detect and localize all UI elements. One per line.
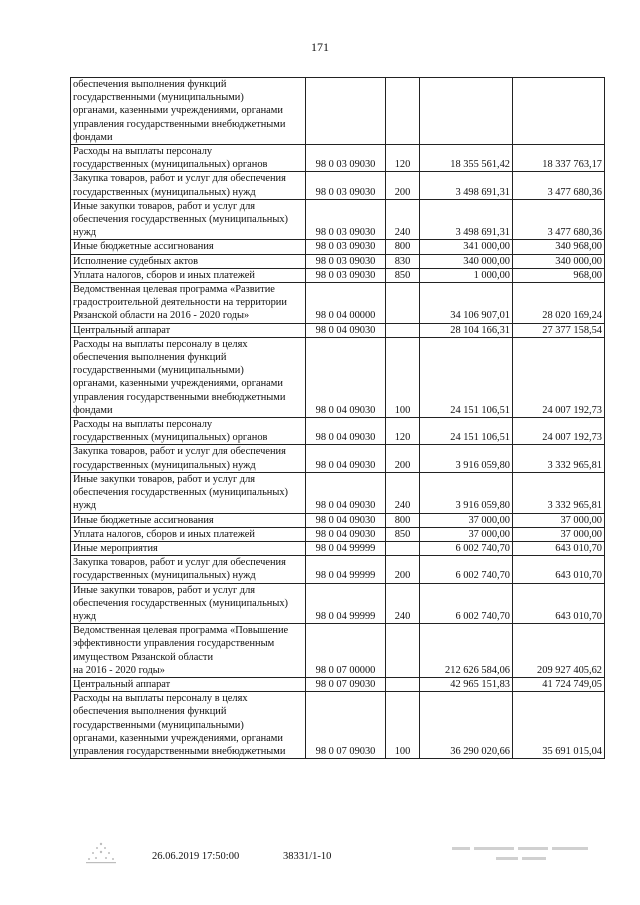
- row-target-code: 98 0 03 09030: [306, 240, 386, 254]
- faded-stamp-icon: [446, 844, 596, 866]
- row-target-code: 98 0 03 09030: [306, 172, 386, 199]
- row-amount-second: 340 968,00: [513, 240, 605, 254]
- row-amount-first: 3 498 691,31: [420, 172, 513, 199]
- row-amount-second: 643 010,70: [513, 541, 605, 555]
- row-amount-second: 41 724 749,05: [513, 677, 605, 691]
- row-expense-type: 200: [386, 172, 420, 199]
- row-amount-second: 643 010,70: [513, 583, 605, 624]
- row-amount-first: 37 000,00: [420, 513, 513, 527]
- budget-table: [70, 77, 605, 759]
- row-expense-type: [386, 624, 420, 678]
- row-target-code: 98 0 04 00000: [306, 283, 386, 324]
- page-number: 171: [311, 40, 329, 54]
- row-amount-second: 27 377 158,54: [513, 323, 605, 337]
- footer-doc-number: 38331/1-10: [283, 851, 332, 862]
- row-amount-first: 340 000,00: [420, 254, 513, 268]
- row-target-code: 98 0 03 09030: [306, 268, 386, 282]
- table-row: [71, 541, 605, 555]
- row-amount-first: 24 151 106,51: [420, 337, 513, 417]
- row-amount-second: 209 927 405,62: [513, 624, 605, 678]
- table-row: [71, 283, 605, 324]
- row-amount-second: 968,00: [513, 268, 605, 282]
- row-description: Иные закупки товаров, работ и услуг для обеспечения государственных (муниципальных) нужд: [71, 472, 306, 513]
- row-expense-type: 850: [386, 527, 420, 541]
- footer-date: 26.06.2019 17:50:00: [152, 851, 240, 862]
- row-expense-type: 800: [386, 513, 420, 527]
- row-amount-second: 24 007 192,73: [513, 418, 605, 445]
- row-target-code: 98 0 04 09030: [306, 513, 386, 527]
- row-amount-second: 643 010,70: [513, 556, 605, 583]
- row-target-code: 98 0 07 09030: [306, 692, 386, 759]
- table-row: [71, 583, 605, 624]
- row-description: Расходы на выплаты персоналу государственных (муниципальных) органов: [71, 145, 306, 172]
- row-expense-type: [386, 541, 420, 555]
- table-row: [71, 556, 605, 583]
- row-description: Закупка товаров, работ и услуг для обеспечения государственных (муниципальных) нужд: [71, 445, 306, 472]
- row-expense-type: 850: [386, 268, 420, 282]
- row-description: Иные мероприятия: [71, 541, 306, 555]
- row-description: Закупка товаров, работ и услуг для обеспечения государственных (муниципальных) нужд: [71, 172, 306, 199]
- row-description: Центральный аппарат: [71, 323, 306, 337]
- table-row: [71, 199, 605, 240]
- row-target-code: 98 0 04 99999: [306, 556, 386, 583]
- row-amount-first: 6 002 740,70: [420, 556, 513, 583]
- row-expense-type: 120: [386, 145, 420, 172]
- table-row: [71, 337, 605, 417]
- table-row: [71, 624, 605, 678]
- row-amount-first: 1 000,00: [420, 268, 513, 282]
- row-expense-type: [386, 323, 420, 337]
- table-row: [71, 78, 605, 145]
- table-row: [71, 323, 605, 337]
- row-target-code: 98 0 03 09030: [306, 145, 386, 172]
- row-amount-first: 37 000,00: [420, 527, 513, 541]
- row-expense-type: 240: [386, 472, 420, 513]
- row-expense-type: 200: [386, 556, 420, 583]
- row-expense-type: 240: [386, 583, 420, 624]
- row-amount-second: 340 000,00: [513, 254, 605, 268]
- row-target-code: 98 0 07 00000: [306, 624, 386, 678]
- row-amount-second: 3 332 965,81: [513, 472, 605, 513]
- row-target-code: 98 0 04 99999: [306, 541, 386, 555]
- table-row: [71, 254, 605, 268]
- row-amount-second: 3 332 965,81: [513, 445, 605, 472]
- row-expense-type: 800: [386, 240, 420, 254]
- row-description: Иные бюджетные ассигнования: [71, 240, 306, 254]
- row-amount-first: 36 290 020,66: [420, 692, 513, 759]
- row-amount-second: 18 337 763,17: [513, 145, 605, 172]
- table-row: [71, 172, 605, 199]
- table-row: [71, 240, 605, 254]
- row-description: Уплата налогов, сборов и иных платежей: [71, 527, 306, 541]
- row-description: Ведомственная целевая программа «Развитие градостроительной деятельности на территории Рязанской области на 2016 - 2020 годы»: [71, 283, 306, 324]
- row-expense-type: 200: [386, 445, 420, 472]
- row-amount-second: 3 477 680,36: [513, 172, 605, 199]
- row-target-code: [306, 78, 386, 145]
- row-target-code: 98 0 04 09030: [306, 323, 386, 337]
- row-description: Расходы на выплаты персоналу государственных (муниципальных) органов: [71, 418, 306, 445]
- row-expense-type: 120: [386, 418, 420, 445]
- row-amount-first: 3 916 059,80: [420, 472, 513, 513]
- row-amount-first: 6 002 740,70: [420, 583, 513, 624]
- row-expense-type: 100: [386, 692, 420, 759]
- table-row: [71, 268, 605, 282]
- row-description: Иные бюджетные ассигнования: [71, 513, 306, 527]
- row-target-code: 98 0 03 09030: [306, 199, 386, 240]
- row-amount-first: 6 002 740,70: [420, 541, 513, 555]
- row-target-code: 98 0 04 09030: [306, 445, 386, 472]
- row-amount-first: 34 106 907,01: [420, 283, 513, 324]
- row-target-code: 98 0 04 09030: [306, 527, 386, 541]
- row-amount-second: 37 000,00: [513, 513, 605, 527]
- row-description: Иные закупки товаров, работ и услуг для обеспечения государственных (муниципальных) нужд: [71, 583, 306, 624]
- row-description: Иные закупки товаров, работ и услуг для обеспечения государственных (муниципальных) нужд: [71, 199, 306, 240]
- row-amount-first: 42 965 151,83: [420, 677, 513, 691]
- row-amount-first: 212 626 584,06: [420, 624, 513, 678]
- table-row: [71, 445, 605, 472]
- table-row: [71, 418, 605, 445]
- row-amount-second: 28 020 169,24: [513, 283, 605, 324]
- row-target-code: 98 0 04 09030: [306, 418, 386, 445]
- row-expense-type: [386, 677, 420, 691]
- table-row: [71, 145, 605, 172]
- row-amount-first: [420, 78, 513, 145]
- row-description: Уплата налогов, сборов и иных платежей: [71, 268, 306, 282]
- row-expense-type: 100: [386, 337, 420, 417]
- row-amount-second: 37 000,00: [513, 527, 605, 541]
- table-row: [71, 513, 605, 527]
- row-expense-type: [386, 78, 420, 145]
- row-amount-first: 18 355 561,42: [420, 145, 513, 172]
- row-amount-first: 3 498 691,31: [420, 199, 513, 240]
- table-row: [71, 527, 605, 541]
- row-description: Ведомственная целевая программа «Повышение эффективности управления государственным имуществом Рязанской области на 2016 - 2020 годы»: [71, 624, 306, 678]
- row-target-code: 98 0 04 09030: [306, 337, 386, 417]
- row-amount-second: 35 691 015,04: [513, 692, 605, 759]
- table-row: [71, 472, 605, 513]
- row-target-code: 98 0 04 99999: [306, 583, 386, 624]
- table-row: [71, 692, 605, 759]
- table-row: [71, 677, 605, 691]
- row-amount-first: 341 000,00: [420, 240, 513, 254]
- row-target-code: 98 0 07 09030: [306, 677, 386, 691]
- row-amount-second: [513, 78, 605, 145]
- row-description: Закупка товаров, работ и услуг для обеспечения государственных (муниципальных) нужд: [71, 556, 306, 583]
- row-description: Центральный аппарат: [71, 677, 306, 691]
- row-amount-first: 3 916 059,80: [420, 445, 513, 472]
- row-description: Расходы на выплаты персоналу в целях обеспечения выполнения функций государственными (муниципальными) органами, казенными учреждениями, органами управления государственными внебюджетными: [71, 692, 306, 759]
- row-description: Расходы на выплаты персоналу в целях обеспечения выполнения функций государственными (муниципальными) органами, казенными учреждениями, органами управления государственными внебюджетными фондами: [71, 337, 306, 417]
- row-expense-type: 240: [386, 199, 420, 240]
- faded-stamp: [446, 844, 596, 869]
- row-description: обеспечения выполнения функций государственными (муниципальными) органами, казенными учреждениями, органами управления государственными внебюджетными фондами: [71, 78, 306, 145]
- row-amount-first: 24 151 106,51: [420, 418, 513, 445]
- row-target-code: 98 0 03 09030: [306, 254, 386, 268]
- row-amount-first: 28 104 166,31: [420, 323, 513, 337]
- row-description: Исполнение судебных актов: [71, 254, 306, 268]
- row-expense-type: [386, 283, 420, 324]
- row-expense-type: 830: [386, 254, 420, 268]
- row-amount-second: 3 477 680,36: [513, 199, 605, 240]
- row-amount-second: 24 007 192,73: [513, 337, 605, 417]
- row-target-code: 98 0 04 09030: [306, 472, 386, 513]
